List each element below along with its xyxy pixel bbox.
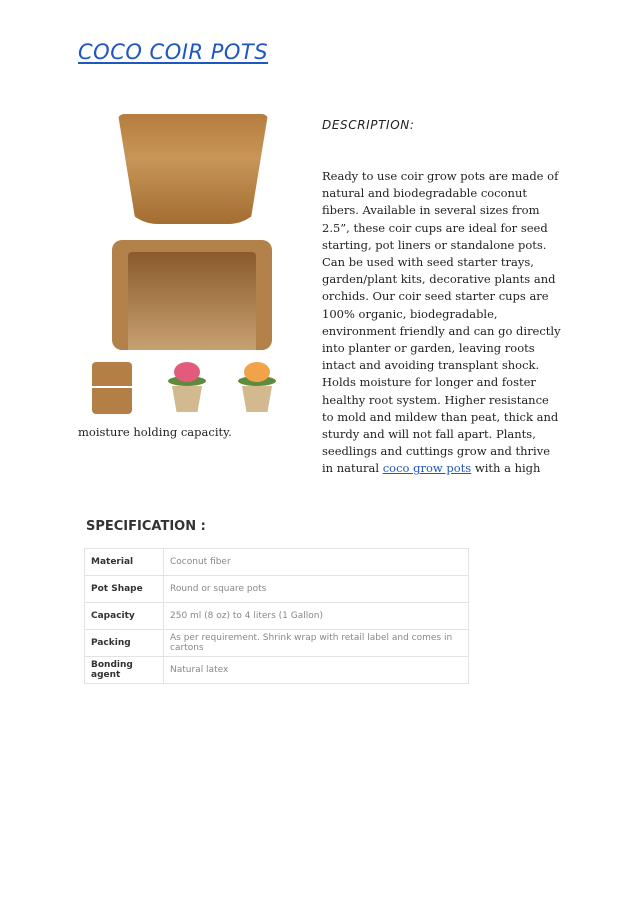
table-row [85, 603, 469, 630]
spec-key: Packing [85, 630, 164, 657]
thumbnail-plain-pots [92, 362, 132, 414]
spec-key: Bonding agent [85, 657, 164, 684]
spec-value: Round or square pots [164, 576, 469, 603]
table-row [85, 549, 469, 576]
spec-key: Capacity [85, 603, 164, 630]
description-text-end: with a high [471, 461, 541, 476]
spec-key: Pot Shape [85, 576, 164, 603]
specification-heading: SPECIFICATION : [86, 519, 206, 534]
table-row [85, 630, 469, 657]
coir-pot-open-image [112, 240, 272, 350]
table-row [85, 576, 469, 603]
product-image [92, 110, 292, 420]
specification-table [84, 548, 469, 684]
coco-grow-pots-link[interactable]: coco grow pots [382, 461, 472, 476]
description-text: Ready to use coir grow pots are made of natural and biodegradable coconut fibers. Available in several sizes from 2.5”, these coir cups are ideal for seed starting, pot liners or standalone pots. Can be used with seed starter trays, garden/plant kits, decorative plants and orchids. Our coir seed starter cups are 100% organic, biodegradable, environment friendly and can go directly into planter or garden, leaving roots intact and avoiding transplant shock. Holds moisture for longer and foster healthy root system. Higher resistance to mold and mildew than peat, thick and sturdy and will not fall apart. Plants, seedlings and cuttings grow and thrive in natural [322, 169, 561, 476]
description-heading: DESCRIPTION: [322, 118, 415, 132]
coir-pot-side-image [118, 114, 268, 224]
description-tail: moisture holding capacity. [78, 425, 232, 439]
page-title: COCO COIR POTS [78, 40, 269, 64]
spec-value: Coconut fiber [164, 549, 469, 576]
description-body [322, 168, 562, 478]
spec-value: 250 ml (8 oz) to 4 liters (1 Gallon) [164, 603, 469, 630]
thumbnail-orange-flower-pot [232, 362, 282, 414]
table-row [85, 657, 469, 684]
spec-key: Material [85, 549, 164, 576]
spec-value: As per requirement. Shrink wrap with retail label and comes in cartons [164, 630, 469, 657]
spec-value: Natural latex [164, 657, 469, 684]
thumbnail-pink-flower-pot [162, 362, 212, 414]
thumbnail-strip [92, 358, 292, 418]
